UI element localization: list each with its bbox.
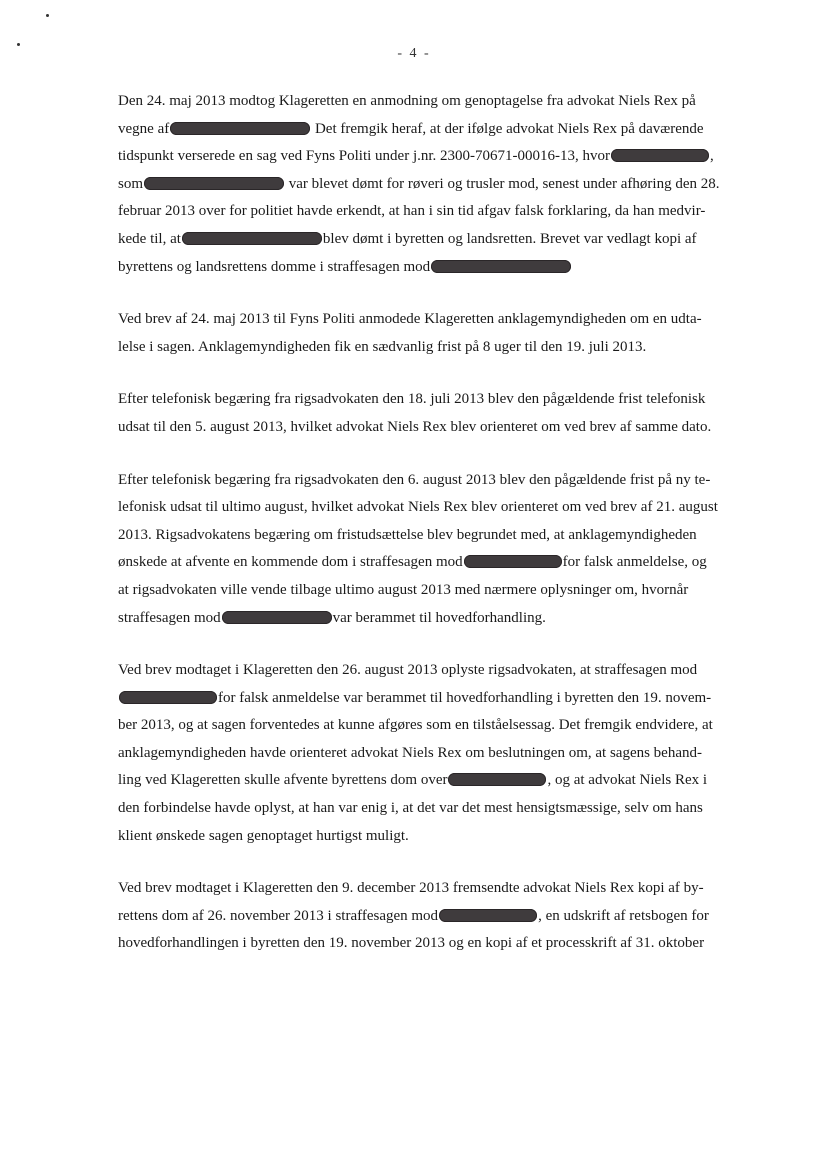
text-line [118, 549, 738, 577]
text-segment: Ved brev modtaget i Klageretten den 9. december 2013 fremsendte advokat Niels Rex kopi af by- [118, 880, 704, 897]
redaction-bar [448, 773, 546, 786]
redaction-bar [611, 149, 709, 162]
redaction-bar [144, 177, 284, 190]
text-line [118, 823, 738, 851]
text-line [118, 467, 738, 495]
paragraph [118, 88, 738, 281]
paragraph [118, 875, 738, 958]
paragraph [118, 467, 738, 633]
text-segment: straffesagen mod [118, 609, 221, 626]
text-segment: Efter telefonisk begæring fra rigsadvokaten den 6. august 2013 blev den pågældende frist på ny te- [118, 471, 711, 488]
redaction-bar [431, 260, 571, 273]
text-segment: lefonisk udsat til ultimo august, hvilket advokat Niels Rex blev orienteret om ved brev af 21. august [118, 499, 718, 516]
text-segment: var blevet dømt for røveri og trusler mod, senest under afhøring den 28. [285, 175, 720, 192]
text-segment: Det fremgik heraf, at der ifølge advokat Niels Rex på daværende [311, 120, 704, 137]
text-line [118, 254, 738, 282]
redaction-bar [464, 555, 562, 568]
text-line [118, 522, 738, 550]
text-line [118, 605, 738, 633]
document-body [118, 88, 738, 983]
text-segment: 2013. Rigsadvokatens begæring om fristudsættelse blev begrundet med, at anklagemyndigheden [118, 526, 697, 543]
text-segment: , [710, 148, 714, 165]
paragraph [118, 306, 738, 361]
text-segment: Efter telefonisk begæring fra rigsadvokaten den 18. juli 2013 blev den pågældende frist telefonisk [118, 391, 706, 408]
text-line [118, 414, 738, 442]
redaction-bar [170, 122, 310, 135]
text-line [118, 903, 738, 931]
text-line [118, 740, 738, 768]
paragraph [118, 386, 738, 441]
page-number: - 4 - [397, 46, 431, 61]
text-line [118, 685, 738, 713]
text-line [118, 657, 738, 685]
text-segment: klient ønskede sagen genoptaget hurtigst muligt. [118, 827, 409, 844]
text-segment: februar 2013 over for politiet havde erkendt, at han i sin tid afgav falsk forklaring, da han medvir- [118, 203, 706, 220]
text-line [118, 577, 738, 605]
text-segment: ling ved Klageretten skulle afvente byrettens dom over [118, 772, 448, 789]
scan-speck [46, 14, 49, 17]
text-line [118, 875, 738, 903]
text-segment: kede til, at [118, 230, 181, 247]
text-line [118, 88, 738, 116]
text-segment: var berammet til hovedforhandling. [332, 609, 546, 626]
text-segment: ønskede at afvente en kommende dom i straffesagen mod [118, 554, 463, 571]
text-segment: Ved brev modtaget i Klageretten den 26. august 2013 oplyste rigsadvokaten, at straffesagen mod [118, 662, 698, 679]
text-segment: , og at advokat Niels Rex i [547, 772, 708, 789]
text-segment: tidspunkt verserede en sag ved Fyns Politi under j.nr. 2300-70671-00016-13, hvor [118, 148, 611, 165]
text-line [118, 116, 738, 144]
text-segment: hovedforhandlingen i byretten den 19. november 2013 og en kopi af et processkrift af 31. oktober [118, 935, 705, 952]
text-line [118, 930, 738, 958]
text-line [118, 143, 738, 171]
text-line [118, 334, 738, 362]
text-segment: Ved brev af 24. maj 2013 til Fyns Politi anmodede Klageretten anklagemyndigheden om en udta- [118, 311, 702, 328]
text-segment: vegne af [118, 120, 170, 137]
redaction-bar [439, 909, 537, 922]
text-segment: at rigsadvokaten ville vende tilbage ultimo august 2013 med nærmere oplysninger om, hvornår [118, 581, 689, 598]
text-segment: ber 2013, og at sagen forventedes at kunne afgøres som en tilståelsessag. Det fremgik endvidere, at [118, 717, 713, 734]
redaction-bar [222, 611, 332, 624]
text-line [118, 226, 738, 254]
redaction-bar [119, 691, 217, 704]
text-segment: den forbindelse havde oplyst, at han var enig i, at det var det mest hensigtsmæssige, selv om hans [118, 800, 703, 817]
text-segment: , en udskrift af retsbogen for [538, 907, 709, 924]
text-segment: som [118, 175, 144, 192]
text-segment: udsat til den 5. august 2013, hvilket advokat Niels Rex blev orienteret om ved brev af samme dato. [118, 418, 712, 435]
text-segment: lelse i sagen. Anklagemyndigheden fik en sædvanlig frist på 8 uger til den 19. juli 2013. [118, 338, 647, 355]
text-line [118, 712, 738, 740]
text-segment: byrettens og landsrettens domme i straffesagen mod [118, 258, 431, 275]
text-line [118, 494, 738, 522]
text-line [118, 767, 738, 795]
text-segment: Den 24. maj 2013 modtog Klageretten en anmodning om genoptagelse fra advokat Niels Rex på [118, 93, 696, 109]
redaction-bar [182, 232, 322, 245]
text-line [118, 795, 738, 823]
text-line [118, 306, 738, 334]
text-line [118, 198, 738, 226]
text-segment: for falsk anmeldelse, og [562, 554, 707, 571]
paragraph [118, 657, 738, 850]
text-line [118, 386, 738, 414]
text-line [118, 171, 738, 199]
text-segment: rettens dom af 26. november 2013 i straffesagen mod [118, 907, 439, 924]
text-segment: blev dømt i byretten og landsretten. Brevet var vedlagt kopi af [322, 230, 697, 247]
text-segment: anklagemyndigheden havde orienteret advokat Niels Rex om beslutningen om, at sagens behand- [118, 744, 702, 761]
text-segment: for falsk anmeldelse var berammet til hovedforhandling i byretten den 19. novem- [218, 689, 712, 706]
